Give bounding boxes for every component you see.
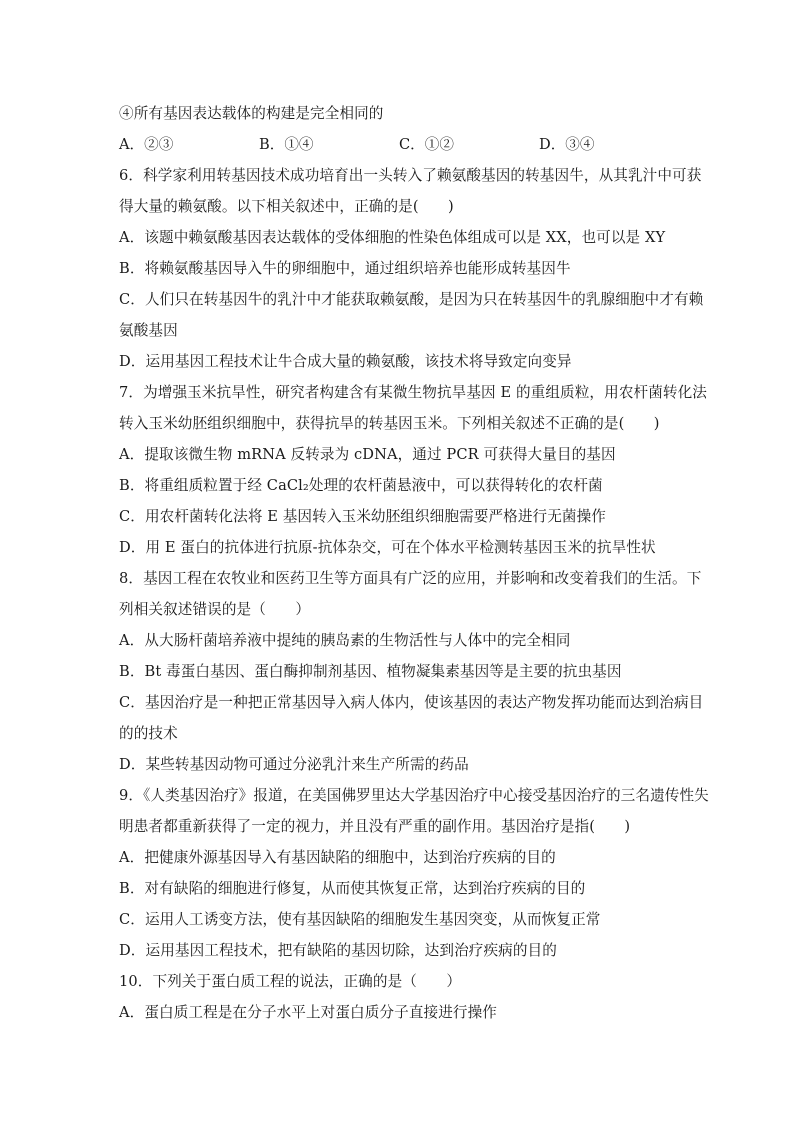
question-stem-line: 6．科学家利用转基因技术成功培育出一头转入了赖氨酸基因的转基因牛，从其乳汁中可获 [119,167,702,184]
option-c: C．①② [399,136,454,153]
option-a: A．提取该微生物 mRNA 反转录为 cDNA，通过 PCR 可获得大量目的基因 [119,446,616,463]
answer-options-row [119,129,679,160]
option-a: A．把健康外源基因导入有基因缺陷的细胞中，达到治疗疾病的目的 [119,849,556,866]
question-stem-line: 10．下列关于蛋白质工程的说法，正确的是（ ） [119,973,462,990]
option-c: C．人们只在转基因牛的乳汁中才能获取赖氨酸，是因为只在转基因牛的乳腺细胞中才有赖 [119,291,704,308]
question-9 [119,780,709,966]
question-stem-line: 转入玉米幼胚组织细胞中，获得抗旱的转基因玉米。下列相关叙述不正确的是( ) [119,415,660,432]
option-d: D．运用基因工程技术让牛合成大量的赖氨酸，该技术将导致定向变异 [119,353,572,370]
option-b: B．Bt 毒蛋白基因、蛋白酶抑制剂基因、植物凝集素基因等是主要的抗虫基因 [119,663,622,680]
question-stem-line: 7．为增强玉米抗旱性，研究者构建含有某微生物抗旱基因 E 的重组质粒，用农杆菌转化法 [119,384,707,401]
question-stem-line: 明患者都重新获得了一定的视力，并且没有严重的副作用。基因治疗是指( ) [119,818,631,835]
option-d: D．运用基因工程技术，把有缺陷的基因切除，达到治疗疾病的目的 [119,942,557,959]
question-stem-line: 列相关叙述错误的是（ ） [119,601,311,618]
option-d: D．某些转基因动物可通过分泌乳汁来生产所需的药品 [119,756,469,773]
option-c: C．基因治疗是一种把正常基因导入病人体内，使该基因的表达产物发挥功能而达到治病目 [119,694,704,711]
option-b: B．①④ [259,136,314,153]
option-d: D．③④ [539,136,595,153]
statement-4: ④所有基因表达载体的构建是完全相同的 [119,105,384,122]
option-c-continued: 的的技术 [119,725,178,742]
option-a: A．蛋白质工程是在分子水平上对蛋白质分子直接进行操作 [119,1004,497,1021]
option-c: C．用农杆菌转化法将 E 基因转入玉米幼胚组织细胞需要严格进行无菌操作 [119,508,607,525]
question-8 [119,563,704,780]
question-stem-line: 得大量的赖氨酸。以下相关叙述中，正确的是( ) [119,198,454,215]
option-a: A．该题中赖氨酸基因表达载体的受体细胞的性染色体组成可以是 XX，也可以是 XY [119,229,666,246]
option-b: B．对有缺陷的细胞进行修复，从而使其恢复正常，达到治疗疾病的目的 [119,880,586,897]
option-a: A．②③ [119,136,174,153]
exam-page [119,98,709,1028]
option-b: B．将赖氨酸基因导入牛的卵细胞中，通过组织培养也能形成转基因牛 [119,260,571,277]
question-10 [119,966,679,1028]
question-6 [119,160,704,377]
option-c: C．运用人工诱变方法，使有基因缺陷的细胞发生基因突变，从而恢复正常 [119,911,601,928]
question-7 [119,377,707,563]
question-stem-line: 9．《人类基因治疗》报道，在美国佛罗里达大学基因治疗中心接受基因治疗的三名遗传性失 [119,787,709,804]
option-c-continued: 氨酸基因 [119,322,178,339]
option-b: B．将重组质粒置于经 CaCl₂处理的农杆菌悬液中，可以获得转化的农杆菌 [119,477,603,494]
option-a: A．从大肠杆菌培养液中提纯的胰岛素的生物活性与人体中的完全相同 [119,632,571,649]
question-stem-line: 8．基因工程在农牧业和医药卫生等方面具有广泛的应用，并影响和改变着我们的生活。下 [119,570,702,587]
option-d: D．用 E 蛋白的抗体进行抗原-抗体杂交，可在个体水平检测转基因玉米的抗旱性状 [119,539,656,556]
